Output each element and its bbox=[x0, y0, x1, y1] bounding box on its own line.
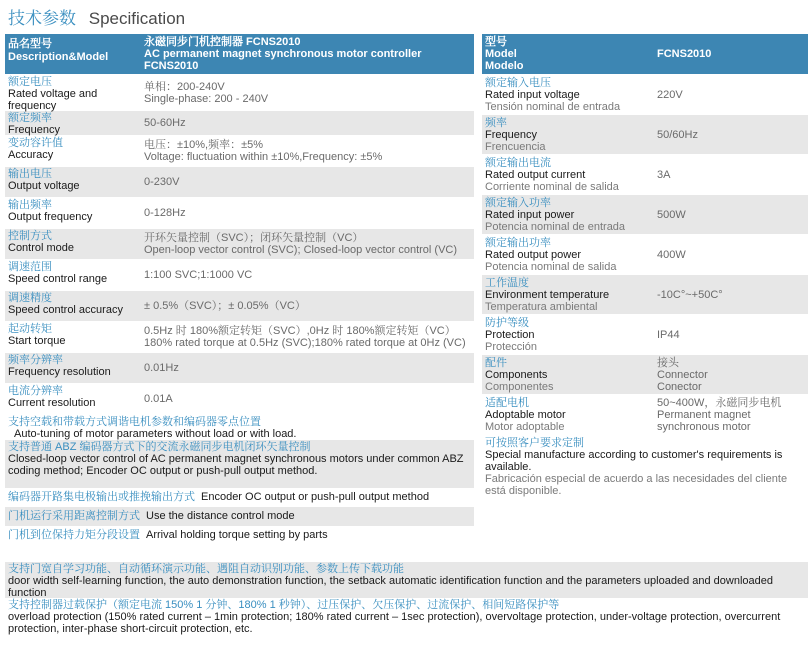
right-table-header bbox=[482, 34, 808, 75]
spec-value bbox=[651, 195, 808, 234]
spec-key bbox=[482, 75, 651, 114]
header-key-cn: 型号 bbox=[485, 36, 507, 48]
spec-key-es: Potencia nominal de salida bbox=[485, 261, 617, 273]
spec-key bbox=[5, 111, 134, 135]
page-title-en: Specification bbox=[88, 9, 186, 28]
spec-key-cn: 额定输入功率 bbox=[485, 197, 551, 209]
spec-key-en: Control mode bbox=[8, 242, 75, 254]
spec-key-en: Rated input voltage bbox=[485, 89, 580, 101]
spec-value bbox=[651, 155, 808, 194]
spec-key-es: Componentes bbox=[485, 381, 554, 393]
feature-cn: 门机到位保持力矩分段设置 bbox=[8, 529, 140, 541]
spec-value-line: Open-loop vector control (SVC); Closed-loop vector control (VC) bbox=[144, 244, 458, 256]
header-key-en: Description&Model bbox=[8, 51, 109, 63]
spec-key-es: Frencuencia bbox=[485, 141, 546, 153]
header-val-line: 永磁同步门机控制器 FCNS2010 bbox=[144, 36, 301, 48]
spec-key-en: Rated output power bbox=[485, 249, 582, 261]
spec-value bbox=[651, 235, 808, 274]
spec-key bbox=[5, 353, 134, 383]
spec-value bbox=[134, 111, 474, 135]
spec-key bbox=[482, 355, 651, 394]
header-key-cn: 品名型号 bbox=[8, 38, 52, 50]
spec-value-line: Connector bbox=[657, 368, 708, 381]
spec-value-line: 180% rated torque at 0.5Hz (SVC);180% rated torque at 0Hz (VC) bbox=[144, 337, 466, 349]
spec-key-en: Rated voltage and frequency bbox=[8, 88, 98, 112]
spec-value bbox=[134, 75, 474, 110]
spec-key bbox=[5, 322, 134, 352]
spec-row bbox=[482, 195, 808, 235]
spec-value bbox=[134, 260, 474, 290]
spec-value-line: 220V bbox=[657, 88, 683, 101]
spec-key-cn: 额定输出电流 bbox=[485, 157, 551, 169]
spec-row bbox=[5, 198, 474, 229]
spec-key-en: Speed control range bbox=[8, 273, 108, 285]
spec-key bbox=[5, 291, 134, 321]
spec-value bbox=[134, 136, 474, 166]
spec-value bbox=[651, 275, 808, 314]
spec-key-es: Corriente nominal de salida bbox=[485, 181, 619, 193]
spec-row bbox=[5, 353, 474, 384]
spec-row bbox=[482, 75, 808, 115]
page-title bbox=[8, 4, 185, 29]
header-model-value: FCNS2010 bbox=[657, 48, 712, 60]
spec-key-cn: 适配电机 bbox=[485, 397, 529, 409]
spec-key bbox=[5, 229, 134, 259]
feature-cn: 门机运行采用距离控制方式 bbox=[8, 510, 140, 522]
spec-key-en: Accuracy bbox=[8, 149, 54, 161]
header-val-line: AC permanent magnet synchronous motor controller bbox=[144, 48, 422, 60]
left-spec-rows bbox=[5, 75, 474, 415]
spec-row bbox=[5, 167, 474, 198]
spec-key bbox=[5, 260, 134, 290]
spec-row bbox=[482, 115, 808, 155]
spec-value-line: Single-phase: 200 - 240V bbox=[144, 92, 269, 105]
feature-cn: 支持普通 ABZ 编码器方式下的交流永磁同步电机闭环矢量控制 bbox=[8, 441, 311, 453]
spec-value-line: 50/60Hz bbox=[657, 128, 698, 141]
custom-es: Fabricación especial de acuerdo a las necesidades del cliente está disponible. bbox=[485, 473, 788, 497]
spec-key-cn: 额定频率 bbox=[8, 112, 52, 124]
spec-key-es: Potencia nominal de entrada bbox=[485, 221, 626, 233]
spec-value-line: 开环矢量控制（SVC）；闭环矢量控制（VC） bbox=[144, 232, 364, 244]
spec-table-left bbox=[5, 34, 474, 545]
feature-en: Auto-tuning of motor parameters without load or with load. bbox=[14, 428, 297, 440]
spec-row bbox=[482, 355, 808, 395]
spec-key-en: Frequency bbox=[8, 124, 60, 136]
feature-cn: 编码器开路集电极输出或推挽输出方式 bbox=[8, 491, 195, 503]
spec-key bbox=[482, 235, 651, 274]
spec-key bbox=[5, 136, 134, 166]
custom-cn: 可按照客户要求定制 bbox=[485, 437, 584, 449]
spec-value-line: 500W bbox=[657, 208, 686, 221]
spec-value-line: 50~400W，永磁同步电机 bbox=[657, 396, 782, 409]
custom-en: Special manufacture according to customer's requirements is available. bbox=[485, 449, 783, 473]
spec-key-es: Tensión nominal de entrada bbox=[485, 101, 621, 113]
spec-row bbox=[5, 136, 474, 167]
spec-value-line: 0.5Hz 时 180%额定转矩（SVC）,0Hz 时 180%额定转矩（VC） bbox=[144, 325, 456, 337]
spec-key-cn: 额定输入电压 bbox=[485, 77, 551, 89]
spec-value bbox=[134, 322, 474, 352]
header-key-en: Model bbox=[485, 48, 517, 60]
spec-value-line: synchronous motor bbox=[657, 420, 751, 433]
spec-row bbox=[5, 229, 474, 260]
spec-row bbox=[5, 260, 474, 291]
spec-key-cn: 工作温度 bbox=[485, 277, 529, 289]
spec-value-line: ± 0.5%（SVC）；± 0.05%（VC） bbox=[144, 300, 306, 312]
feature-cn: 支持控制器过载保护（额定电流 150% 1 分钟、180% 1 秒钟）、过压保护、欠压保护、过流保护、相间短路保护等 bbox=[8, 599, 560, 611]
spec-key bbox=[5, 384, 134, 414]
spec-key-en: Components bbox=[485, 369, 548, 381]
spec-value-line: -10C°~+50C° bbox=[657, 288, 723, 301]
spec-value-line: 50-60Hz bbox=[144, 117, 186, 129]
spec-key-cn: 控制方式 bbox=[8, 230, 52, 242]
feature-cn: 支持空载和带载方式调谐电机参数和编码器零点位置 bbox=[8, 416, 261, 428]
feature-en: Closed-loop vector control of AC permanent magnet synchronous motors under common ABZ coding method; Encoder OC output or push-pull output method. bbox=[8, 453, 464, 477]
spec-row bbox=[482, 155, 808, 195]
spec-row bbox=[482, 235, 808, 275]
feature-row bbox=[5, 526, 474, 545]
feature-row bbox=[5, 440, 474, 488]
spec-key-cn: 配件 bbox=[485, 357, 507, 369]
spec-table-right bbox=[482, 34, 808, 497]
spec-key-es: Temperatura ambiental bbox=[485, 301, 598, 313]
spec-value-line: 接头 bbox=[657, 356, 679, 369]
spec-value-line: Conector bbox=[657, 380, 702, 393]
spec-row bbox=[5, 384, 474, 415]
spec-key-cn: 变动容许值 bbox=[8, 137, 63, 149]
spec-key-en: Output voltage bbox=[8, 180, 80, 192]
spec-value bbox=[134, 167, 474, 197]
spec-key-en: Adoptable motor bbox=[485, 409, 566, 421]
spec-key-en: Output frequency bbox=[8, 211, 93, 223]
spec-value-line: 3A bbox=[657, 168, 671, 181]
feature-row bbox=[5, 488, 474, 507]
spec-value-line: 0-128Hz bbox=[144, 207, 186, 219]
spec-key-cn: 起动转矩 bbox=[8, 323, 52, 335]
spec-value-line: 0.01A bbox=[144, 393, 173, 405]
spec-value-line: 单相：200-240V bbox=[144, 80, 225, 93]
feature-en: Arrival holding torque setting by parts bbox=[146, 529, 328, 541]
left-table-header bbox=[5, 34, 474, 75]
spec-value bbox=[134, 291, 474, 321]
spec-key-en: Frequency resolution bbox=[8, 366, 111, 378]
spec-value-line: 0-230V bbox=[144, 176, 180, 188]
spec-key-en: Frequency bbox=[485, 129, 537, 141]
spec-value bbox=[651, 315, 808, 354]
feature-row bbox=[5, 415, 474, 440]
spec-value-line: IP44 bbox=[657, 328, 680, 341]
spec-value-line: Voltage: fluctuation within ±10%,Frequency: ±5% bbox=[144, 151, 383, 163]
spec-value bbox=[651, 75, 808, 114]
spec-value bbox=[651, 395, 808, 434]
spec-key bbox=[5, 75, 134, 110]
spec-key-en: Start torque bbox=[8, 335, 66, 347]
feature-row bbox=[5, 598, 808, 648]
feature-en: Encoder OC output or push-pull output method bbox=[201, 491, 430, 503]
spec-key-en: Rated input power bbox=[485, 209, 575, 221]
spec-key-en: Rated output current bbox=[485, 169, 586, 181]
spec-row bbox=[5, 322, 474, 353]
spec-row bbox=[482, 275, 808, 315]
bottom-feature-list bbox=[5, 562, 808, 648]
right-spec-rows bbox=[482, 75, 808, 435]
spec-key bbox=[482, 395, 651, 434]
spec-value-line: 400W bbox=[657, 248, 686, 261]
spec-key bbox=[482, 115, 651, 154]
feature-row bbox=[5, 562, 808, 598]
spec-key-cn: 防护等级 bbox=[485, 317, 529, 329]
spec-value bbox=[651, 355, 808, 394]
spec-key-es: Motor adoptable bbox=[485, 421, 565, 433]
spec-value bbox=[134, 229, 474, 259]
feature-row bbox=[5, 507, 474, 526]
spec-key bbox=[5, 167, 134, 197]
spec-key-cn: 输出电压 bbox=[8, 168, 52, 180]
spec-key bbox=[482, 275, 651, 314]
feature-en: overload protection (150% rated current – 1min protection; 180% rated current – 1sec protection), overvoltage protection, under-voltage protection, overcurrent protection, inter-phase short-circuit protection, etc. bbox=[8, 611, 781, 635]
header-key-es: Modelo bbox=[485, 60, 524, 72]
spec-value-line: 电压：±10%,频率：±5% bbox=[144, 139, 264, 151]
spec-key-cn: 输出频率 bbox=[8, 199, 52, 211]
feature-en: door width self-learning function, the auto demonstration function, the setback automatic identification function and the parameters uploaded and downloaded function bbox=[8, 575, 773, 599]
spec-value-line: Permanent magnet bbox=[657, 408, 751, 421]
spec-key-cn: 额定输出功率 bbox=[485, 237, 551, 249]
spec-row bbox=[482, 315, 808, 355]
spec-value-line: 0.01Hz bbox=[144, 362, 179, 374]
spec-key-en: Protection bbox=[485, 329, 535, 341]
feature-cn: 支持门宽自学习功能、自动循环演示功能、遇阻自动识别功能、参数上传下载功能 bbox=[8, 563, 404, 575]
spec-value bbox=[134, 384, 474, 414]
spec-key-cn: 调速范围 bbox=[8, 261, 52, 273]
spec-key bbox=[482, 195, 651, 234]
spec-row bbox=[5, 111, 474, 136]
spec-key-en: Environment temperature bbox=[485, 289, 610, 301]
spec-key-cn: 频率 bbox=[485, 117, 507, 129]
spec-key-cn: 电流分辨率 bbox=[8, 385, 63, 397]
left-feature-list bbox=[5, 415, 474, 545]
spec-row bbox=[5, 75, 474, 111]
spec-value bbox=[134, 198, 474, 228]
spec-key-en: Current resolution bbox=[8, 397, 96, 409]
spec-key bbox=[482, 155, 651, 194]
page-title-cn: 技术参数 bbox=[8, 9, 76, 28]
spec-value bbox=[134, 353, 474, 383]
header-val-line: FCNS2010 bbox=[144, 60, 199, 72]
spec-key-en: Speed control accuracy bbox=[8, 304, 123, 316]
spec-key bbox=[5, 198, 134, 228]
spec-row bbox=[482, 395, 808, 435]
custom-manufacture-note bbox=[482, 435, 808, 497]
spec-key bbox=[482, 315, 651, 354]
spec-value-line: 1:100 SVC;1:1000 VC bbox=[144, 269, 253, 281]
spec-row bbox=[5, 291, 474, 322]
spec-value bbox=[651, 115, 808, 154]
spec-key-cn: 频率分辨率 bbox=[8, 354, 63, 366]
spec-key-cn: 调速精度 bbox=[8, 292, 52, 304]
feature-en: Use the distance control mode bbox=[146, 510, 295, 522]
spec-key-cn: 额定电压 bbox=[8, 76, 52, 88]
spec-key-es: Protección bbox=[485, 341, 537, 353]
